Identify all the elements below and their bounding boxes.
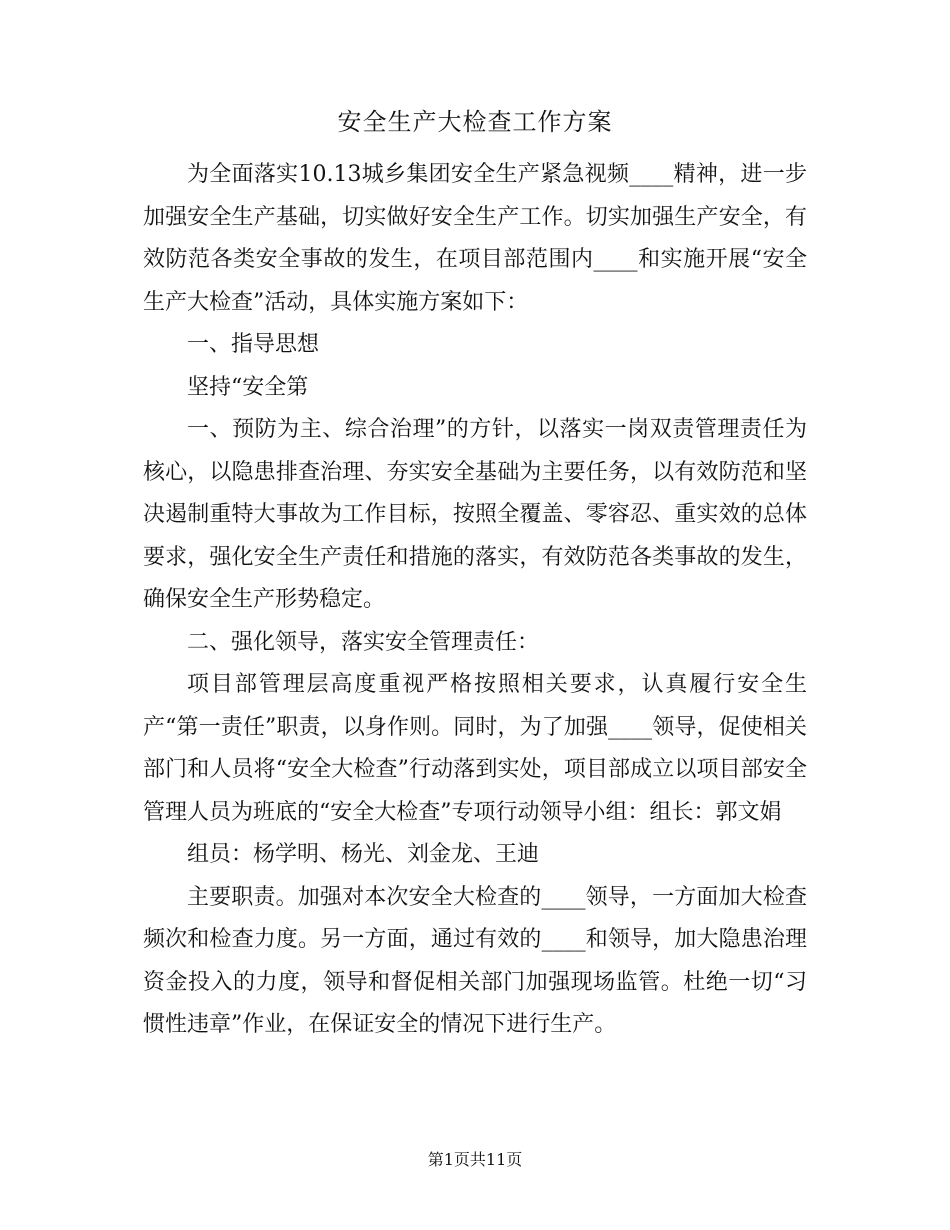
paragraph-intro: 为全面落实10.13城乡集团安全生产紧急视频____精神，进一步加强安全生产基础，切实做好安全生产工作。切实加强生产安全，有效防范各类安全事故的发生，在项目部范围内____和实施开展“安全生产大检查”活动，具体实施方案如下： — [143, 162, 807, 315]
paragraph-duties: 主要职责。加强对本次安全大检查的____领导，一方面加大检查频次和检查力度。另一方面，通过有效的____和领导，加大隐患治理资金投入的力度，领导和督促相关部门加强现场监管。杜绝一切“习惯性违章”作业，在保证安全的情况下进行生产。 — [143, 884, 807, 1037]
document-title: 安全生产大检查工作方案 — [337, 108, 613, 136]
paragraph-adhere: 坚持“安全第 — [187, 374, 309, 400]
heading-guiding-ideology: 一、指导思想 — [187, 332, 320, 357]
document-body — [143, 154, 807, 1047]
paragraph-policy: 一、预防为主、综合治理”的方针，以落实一岗双责管理责任为核心，以隐患排查治理、夯实安全基础为主要任务，以有效防范和坚决遏制重特大事故为工作目标，按照全覆盖、零容忍、重实效的总体要求，强化安全生产责任和措施的落实，有效防范各类事故的发生，确保安全生产形势稳定。 — [143, 417, 807, 612]
page-number: 第1页共11页 — [427, 1150, 523, 1169]
paragraph-members: 组员：杨学明、杨光、刘金龙、王迪 — [187, 842, 540, 867]
heading-leadership: 二、强化领导，落实安全管理责任： — [187, 629, 540, 655]
paragraph-leadership-group: 项目部管理层高度重视严格按照相关要求，认真履行安全生产“第一责任”职责，以身作则。同时，为了加强____领导，促使相关部门和人员将“安全大检查”行动落到实处，项目部成立以项目部安全管理人员为班底的“安全大检查”专项行动领导小组：组长：郭文娟 — [143, 672, 807, 825]
